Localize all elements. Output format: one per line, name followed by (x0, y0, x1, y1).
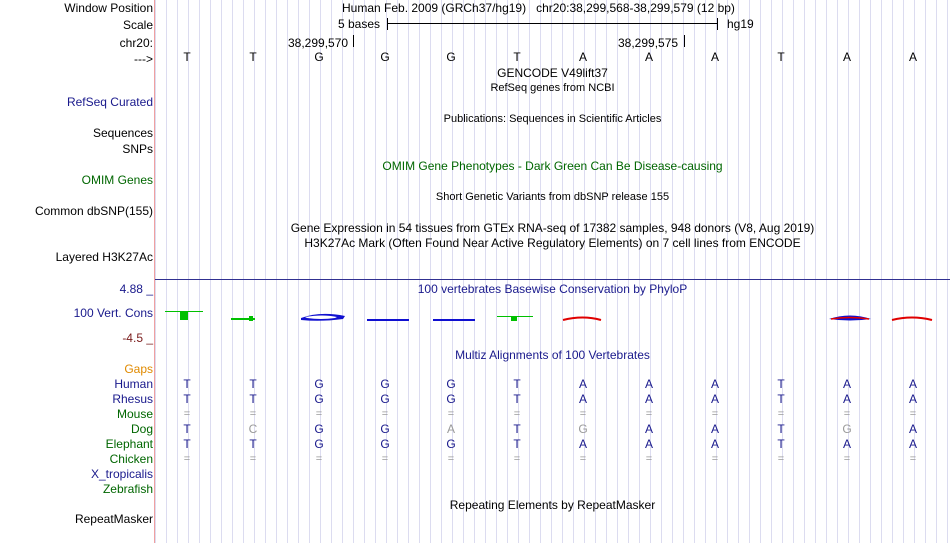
species-label[interactable]: Human (114, 377, 153, 391)
alignment-base: = (579, 453, 587, 465)
alignment-base: G (578, 422, 588, 436)
chrom-label: chr20: (119, 36, 153, 50)
phylop-track-title[interactable]: 100 vertebrates Basewise Conservation by PhyloP (417, 282, 688, 296)
phylop-curve-7 (563, 318, 601, 321)
publications-track-title[interactable]: Publications: Sequences in Scientific Articles (443, 113, 662, 125)
omim-track-title[interactable]: OMIM Gene Phenotypes - Dark Green Can Be Disease-causing (382, 159, 723, 173)
phylop-bar-6 (497, 316, 533, 317)
window-position-label: Window Position (64, 1, 153, 15)
alignment-base: T (513, 437, 521, 451)
alignment-base: T (249, 377, 257, 391)
alignment-base: = (447, 453, 455, 465)
window-position-value[interactable]: Human Feb. 2009 (GRCh37/hg19) chr20:38,299,568-38,299,579 (12 bp) (342, 1, 735, 15)
alignment-base: A (644, 437, 653, 451)
alignment-base: T (249, 437, 257, 451)
alignment-base: G (314, 437, 324, 451)
alignment-base: A (644, 422, 653, 436)
scale-assembly: hg19 (727, 17, 754, 31)
alignment-base: = (579, 408, 587, 420)
alignment-base: G (380, 437, 390, 451)
gaps-label[interactable]: Gaps (124, 362, 153, 376)
alignment-base: = (909, 408, 917, 420)
alignment-base: T (183, 392, 191, 406)
alignment-base: T (777, 377, 785, 391)
phylop-bar-5 (433, 319, 475, 321)
alignment-base: A (644, 392, 653, 406)
alignment-base: = (645, 453, 653, 465)
alignment-base: = (249, 453, 257, 465)
sequences-label[interactable]: Sequences (92, 126, 153, 140)
alignment-base: T (249, 392, 257, 406)
species-label[interactable]: Zebrafish (102, 482, 153, 496)
phylop-bar-1 (165, 311, 203, 312)
alignment-base: = (315, 408, 323, 420)
alignment-base: A (908, 377, 917, 391)
repeatmasker-track-title[interactable]: Repeating Elements by RepeatMasker (449, 498, 656, 512)
scale-label: Scale (122, 18, 153, 32)
phylop-min-label: -4.5 _ (122, 331, 153, 345)
reference-base: T (249, 50, 257, 64)
alignment-base: = (909, 453, 917, 465)
alignment-base: = (645, 408, 653, 420)
alignment-base: T (513, 392, 521, 406)
species-label[interactable]: Rhesus (112, 392, 153, 406)
coord-right-tick (684, 35, 685, 47)
phylop-bar-1-fill (180, 312, 188, 320)
alignment-base: T (777, 437, 785, 451)
refseq-curated-label[interactable]: RefSeq Curated (66, 95, 153, 109)
alignment-base: G (314, 422, 324, 436)
reference-base: A (710, 50, 719, 64)
phylop-bar-6-fill (511, 317, 517, 321)
alignment-base: A (710, 392, 719, 406)
alignment-base: = (381, 408, 389, 420)
alignment-base: C (248, 422, 258, 436)
alignment-base: T (513, 377, 521, 391)
refseq-track-subtitle: RefSeq genes from NCBI (490, 82, 615, 94)
alignment-base: = (711, 453, 719, 465)
reference-base: T (513, 50, 521, 64)
alignment-base: A (710, 377, 719, 391)
scale-bar (387, 18, 718, 30)
alignment-base: A (842, 392, 851, 406)
gtex-track-title[interactable]: Gene Expression in 54 tissues from GTEx RNA-seq of 17382 samples, 948 donors (V8, Aug 2019) (290, 221, 815, 235)
alignment-base: A (842, 377, 851, 391)
coord-left-tick (353, 35, 354, 47)
alignment-base: A (842, 437, 851, 451)
alignment-base: = (843, 453, 851, 465)
alignment-base: G (446, 392, 456, 406)
coord-left: 38,299,570 (288, 36, 349, 50)
alignment-base: T (777, 392, 785, 406)
reference-base: T (777, 50, 785, 64)
alignment-base: = (447, 408, 455, 420)
strand-label: ---> (134, 52, 153, 66)
reference-base: G (314, 50, 324, 64)
alignment-base: G (446, 437, 456, 451)
phylop-bar-2-fill (249, 316, 253, 321)
alignment-base: G (446, 377, 456, 391)
reference-base: A (908, 50, 917, 64)
reference-base: A (644, 50, 653, 64)
dbsnp-track-title[interactable]: Short Genetic Variants from dbSNP release 155 (435, 191, 670, 203)
gencode-track-title[interactable]: GENCODE V49lift37 (497, 66, 608, 80)
reference-base: A (578, 50, 587, 64)
phylop-curve-12 (892, 318, 932, 321)
species-label[interactable]: Dog (130, 422, 153, 436)
phylop-bar-4 (367, 319, 409, 321)
alignment-base: G (842, 422, 852, 436)
alignment-base: A (446, 422, 455, 436)
omim-genes-label[interactable]: OMIM Genes (81, 173, 153, 187)
alignment-base: G (380, 392, 390, 406)
alignment-base: G (380, 377, 390, 391)
alignment-base: A (908, 422, 917, 436)
alignment-base: = (315, 453, 323, 465)
h3k27ac-track-title[interactable]: H3K27Ac Mark (Often Found Near Active Regulatory Elements) on 7 cell lines from ENCODE (304, 236, 801, 250)
alignment-base: = (711, 408, 719, 420)
alignment-base: = (183, 453, 191, 465)
phylop-track-label[interactable]: 100 Vert. Cons (73, 306, 153, 320)
alignment-base: = (513, 453, 521, 465)
reference-base: T (183, 50, 191, 64)
alignment-base: = (777, 453, 785, 465)
phylop-conservation-plot[interactable] (155, 300, 950, 330)
alignment-base: T (183, 377, 191, 391)
species-label[interactable]: Elephant (105, 437, 153, 451)
alignment-base: G (380, 422, 390, 436)
coord-right: 38,299,575 (618, 36, 679, 50)
alignment-base: T (183, 422, 191, 436)
reference-base: G (380, 50, 390, 64)
alignment-base: A (908, 437, 917, 451)
species-label[interactable]: X_tropicalis (90, 467, 153, 481)
alignment-base: = (843, 408, 851, 420)
layered-h3k27ac-label[interactable]: Layered H3K27Ac (55, 250, 153, 264)
alignment-base: = (183, 408, 191, 420)
scale-text: 5 bases (338, 17, 381, 31)
alignment-base: A (578, 437, 587, 451)
reference-base: G (446, 50, 456, 64)
alignment-base: A (710, 422, 719, 436)
alignment-base: = (381, 453, 389, 465)
alignment-base: A (578, 392, 587, 406)
alignment-base: G (314, 392, 324, 406)
multiz-track-title[interactable]: Multiz Alignments of 100 Vertebrates (455, 348, 650, 362)
species-label[interactable]: Chicken (109, 452, 153, 466)
reference-base: A (842, 50, 851, 64)
phylop-max-label: 4.88 _ (119, 282, 153, 296)
track-separator (155, 279, 950, 280)
species-label[interactable]: Mouse (116, 407, 153, 421)
alignment-base: T (777, 422, 785, 436)
alignment-base: T (183, 437, 191, 451)
alignment-base: G (314, 377, 324, 391)
alignment-base: = (513, 408, 521, 420)
alignment-base: A (578, 377, 587, 391)
alignment-base: A (644, 377, 653, 391)
common-dbsnp-label[interactable]: Common dbSNP(155) (34, 204, 153, 218)
alignment-base: = (777, 408, 785, 420)
alignment-base: A (710, 437, 719, 451)
alignment-base: A (908, 392, 917, 406)
alignment-base: T (513, 422, 521, 436)
alignment-base: = (249, 408, 257, 420)
snps-label[interactable]: SNPs (122, 142, 153, 156)
repeatmasker-label[interactable]: RepeatMasker (74, 512, 153, 526)
